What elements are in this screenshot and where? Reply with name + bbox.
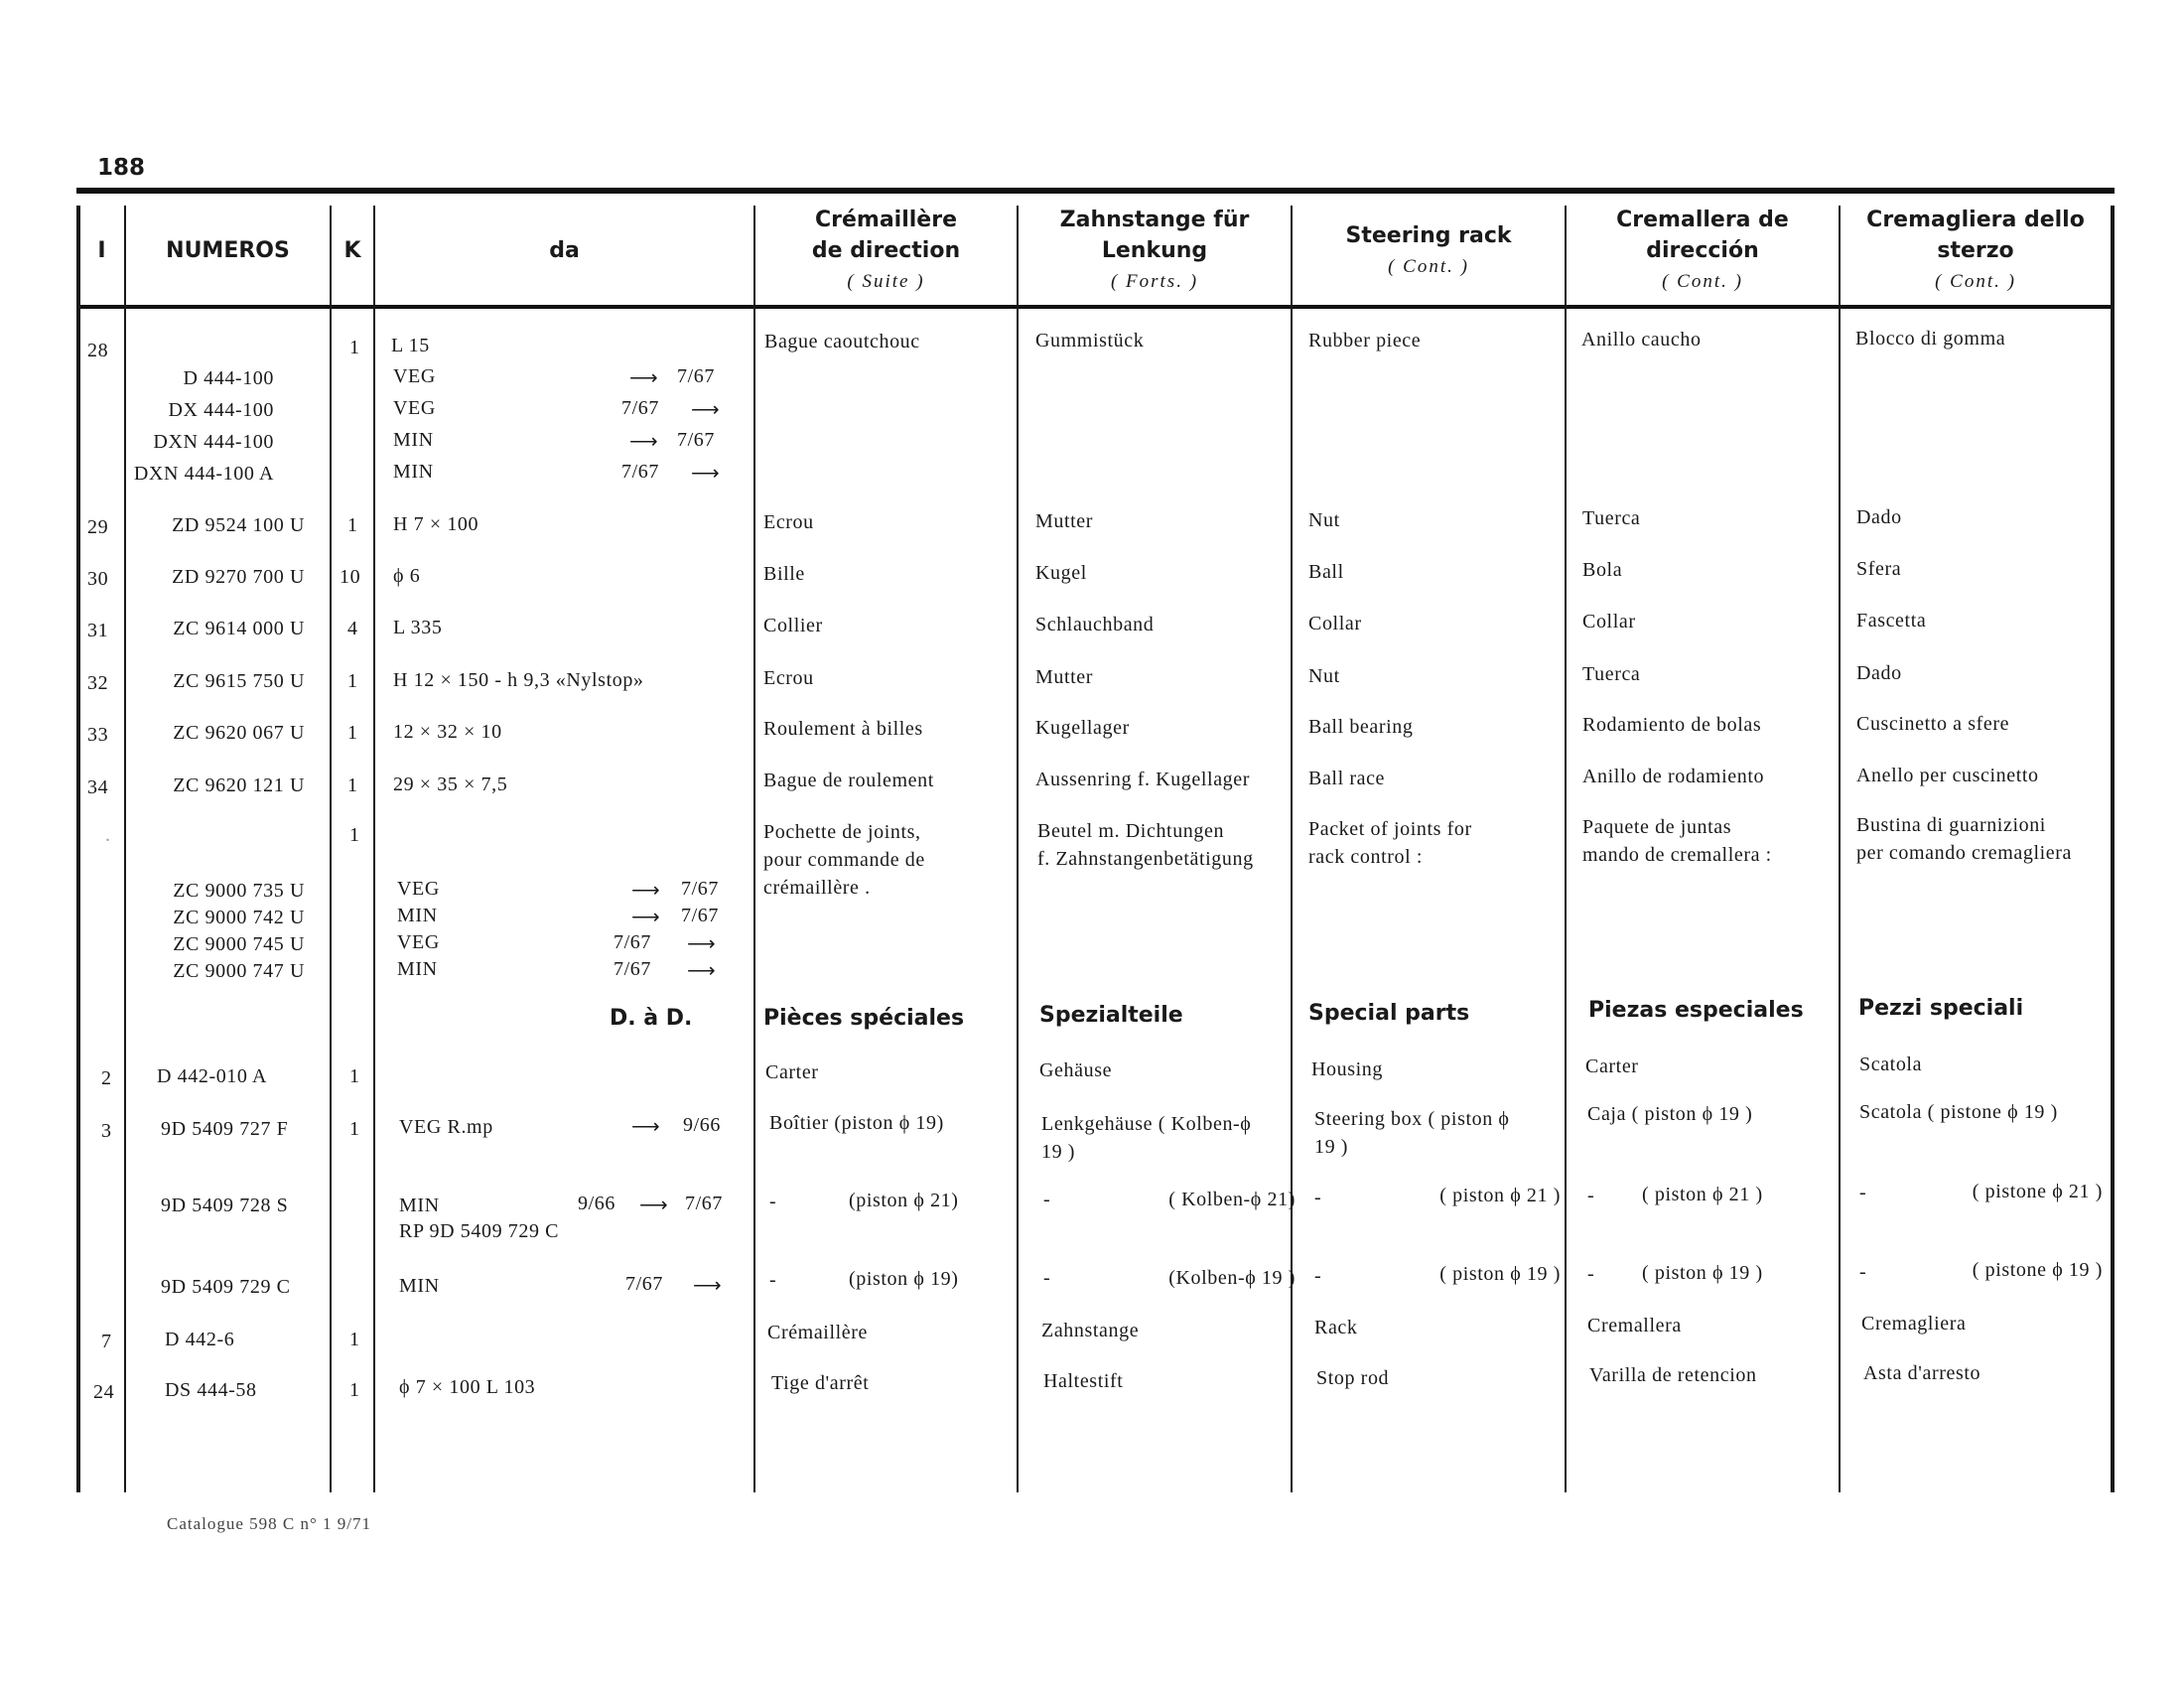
model: VEG <box>397 931 440 953</box>
desc-de: ( Kolben-ϕ 21) <box>1168 1189 1296 1210</box>
date-to: 7/67 <box>681 878 719 900</box>
date-to: 7/67 <box>681 905 719 926</box>
header-spanish: Cremallera de dirección ( Cont. ) <box>1616 208 1789 292</box>
desc-fr: Carter <box>765 1061 819 1083</box>
section-heading-en: Special parts <box>1308 1001 1470 1026</box>
desc-de: Zahnstange <box>1041 1320 1140 1341</box>
replacement: RP 9D 5409 729 C <box>399 1220 560 1242</box>
model: MIN <box>397 958 438 980</box>
header-bottom-rule <box>76 305 2115 309</box>
model: MIN <box>397 905 438 926</box>
desc-es: Tuerca <box>1582 663 1641 685</box>
spec: ϕ 6 <box>393 565 421 587</box>
desc-es: Tuerca <box>1582 507 1641 529</box>
arrow-icon: ⟶ <box>631 880 661 902</box>
desc-en: Rack <box>1314 1317 1358 1338</box>
catalog-footer: Catalogue 598 C n° 1 9/71 <box>167 1514 372 1533</box>
quantity: 1 <box>349 1329 360 1350</box>
part-number: DXN 444-100 <box>153 431 274 453</box>
spec: VEG R.mp <box>399 1116 493 1138</box>
date-to: 7/67 <box>677 365 715 387</box>
date-to: 7/67 <box>685 1193 723 1214</box>
quantity: 4 <box>347 618 358 639</box>
quantity: 1 <box>349 1065 360 1087</box>
desc-it: Fascetta <box>1856 610 1927 632</box>
spec: 29 × 35 × 7,5 <box>393 774 508 795</box>
header-german: Zahnstange für Lenkung ( Forts. ) <box>1059 208 1250 292</box>
desc-en: Steering box ( piston ϕ 19 ) <box>1314 1108 1510 1158</box>
row-index: . <box>105 824 111 846</box>
row-index: 30 <box>87 568 109 590</box>
arrow-icon: ⟶ <box>631 907 661 928</box>
row-index: 33 <box>87 724 109 746</box>
dash: - <box>1314 1187 1322 1208</box>
dash: - <box>1587 1263 1595 1285</box>
desc-fr: Boîtier (piston ϕ 19) <box>769 1112 944 1134</box>
section-label: D. à D. <box>610 1006 693 1031</box>
quantity: 1 <box>347 670 358 692</box>
desc-es: Cremallera <box>1587 1315 1682 1336</box>
desc-it: Cremagliera <box>1861 1313 1967 1335</box>
part-number: 9D 5409 729 C <box>161 1276 291 1298</box>
part-number: ZC 9000 735 U <box>173 880 305 902</box>
column-line <box>1839 206 1841 1492</box>
column-line <box>373 206 375 1492</box>
part-number: D 442-010 A <box>157 1065 268 1087</box>
dash: - <box>1043 1267 1051 1289</box>
desc-en: Ball <box>1308 561 1344 583</box>
part-number: ZC 9615 750 U <box>173 670 305 692</box>
spec: L 335 <box>393 617 443 638</box>
desc-de: Mutter <box>1035 666 1094 688</box>
desc-fr: Pochette de joints, pour commande de crémaillère . <box>763 821 925 899</box>
spec: H 7 × 100 <box>393 513 479 535</box>
dash: - <box>1043 1189 1051 1210</box>
model: MIN <box>399 1275 440 1297</box>
dash: - <box>1859 1261 1867 1283</box>
arrow-icon: ⟶ <box>629 367 659 389</box>
desc-it: Asta d'arresto <box>1863 1362 1981 1384</box>
model: VEG <box>397 878 440 900</box>
arrow-icon: ⟶ <box>629 431 659 453</box>
desc-fr: Ecrou <box>763 511 814 533</box>
desc-de: (Kolben-ϕ 19 ) <box>1168 1267 1296 1289</box>
desc-es: Rodamiento de bolas <box>1582 714 1762 736</box>
desc-de: Aussenring f. Kugellager <box>1035 769 1251 790</box>
date-to: 9/66 <box>683 1114 721 1136</box>
desc-es: Caja ( piston ϕ 19 ) <box>1587 1103 1753 1125</box>
row-index: 29 <box>87 516 109 538</box>
header-numeros: NUMEROS <box>166 238 290 263</box>
model: VEG <box>393 397 436 419</box>
date-from: 9/66 <box>578 1193 615 1214</box>
desc-fr: (piston ϕ 19) <box>849 1268 959 1290</box>
row-index: 34 <box>87 776 109 798</box>
part-number: ZC 9000 747 U <box>173 960 305 982</box>
desc-es: Carter <box>1585 1055 1639 1077</box>
desc-en: Nut <box>1308 509 1340 531</box>
arrow-icon: ⟶ <box>639 1195 669 1216</box>
quantity: 10 <box>340 566 361 588</box>
header-english: Steering rack ( Cont. ) <box>1345 222 1512 277</box>
spec: L 15 <box>391 335 430 356</box>
spec: ϕ 7 × 100 L 103 <box>399 1376 536 1398</box>
part-number: ZC 9000 745 U <box>173 933 305 955</box>
desc-de: Mutter <box>1035 510 1094 532</box>
desc-de: Schlauchband <box>1035 614 1155 635</box>
arrow-icon: ⟶ <box>691 463 721 485</box>
desc-it: Scatola ( pistone ϕ 19 ) <box>1859 1101 2058 1123</box>
desc-de: Kugellager <box>1035 717 1130 739</box>
desc-it: Dado <box>1856 506 1902 528</box>
desc-en: Packet of joints for rack control : <box>1308 818 1472 868</box>
desc-it: Dado <box>1856 662 1902 684</box>
part-number: ZC 9620 121 U <box>173 774 305 796</box>
quantity: 1 <box>349 824 360 846</box>
part-number: 9D 5409 728 S <box>161 1195 289 1216</box>
column-line <box>1017 206 1019 1492</box>
quantity: 1 <box>347 722 358 744</box>
part-number: DX 444-100 <box>168 399 274 421</box>
section-heading-de: Spezialteile <box>1039 1003 1183 1028</box>
desc-it: ( pistone ϕ 21 ) <box>1972 1181 2103 1202</box>
desc-de: Lenkgehäuse ( Kolben-ϕ 19 ) <box>1041 1113 1252 1163</box>
desc-es: ( piston ϕ 19 ) <box>1642 1262 1763 1284</box>
spec: H 12 × 150 - h 9,3 «Nylstop» <box>393 669 644 691</box>
desc-it: Anello per cuscinetto <box>1856 765 2039 786</box>
part-number: D 444-100 <box>183 367 274 389</box>
row-index: 7 <box>101 1331 112 1352</box>
desc-de: Haltestift <box>1043 1370 1124 1392</box>
desc-en: ( piston ϕ 19 ) <box>1439 1263 1561 1285</box>
arrow-icon: ⟶ <box>693 1275 723 1297</box>
column-line <box>2111 206 2115 1492</box>
part-number: 9D 5409 727 F <box>161 1118 289 1140</box>
model: MIN <box>393 461 434 483</box>
desc-it: Scatola <box>1859 1054 1923 1075</box>
part-number: ZD 9524 100 U <box>172 514 305 536</box>
desc-it: Sfera <box>1856 558 1902 580</box>
part-number: ZC 9614 000 U <box>173 618 305 639</box>
desc-fr: Bille <box>763 563 805 585</box>
date-to: 7/67 <box>677 429 715 451</box>
column-line <box>124 206 126 1492</box>
column-line <box>1565 206 1567 1492</box>
quantity: 1 <box>349 1118 360 1140</box>
column-line <box>1291 206 1293 1492</box>
quantity: 1 <box>349 337 360 358</box>
desc-en: Ball bearing <box>1308 716 1414 738</box>
part-number: ZD 9270 700 U <box>172 566 305 588</box>
desc-es: Bola <box>1582 559 1623 581</box>
model: MIN <box>399 1195 440 1216</box>
arrow-icon: ⟶ <box>687 933 717 955</box>
section-heading-it: Pezzi speciali <box>1858 996 2024 1021</box>
desc-it: Bustina di guarnizioni per comando cremagliera <box>1856 814 2073 864</box>
part-number: DS 444-58 <box>165 1379 257 1401</box>
model: MIN <box>393 429 434 451</box>
desc-fr: Bague de roulement <box>763 770 934 791</box>
desc-en: Rubber piece <box>1308 330 1422 352</box>
header-da: da <box>549 238 580 263</box>
part-number: DXN 444-100 A <box>133 463 274 485</box>
desc-de: Beutel m. Dichtungen f. Zahnstangenbetätigung <box>1037 820 1254 870</box>
part-number: ZC 9000 742 U <box>173 907 305 928</box>
desc-es: ( piston ϕ 21 ) <box>1642 1184 1763 1205</box>
row-index: 31 <box>87 620 109 641</box>
table-top-rule <box>76 188 2115 194</box>
desc-de: Gummistück <box>1035 330 1145 352</box>
dash: - <box>1587 1185 1595 1206</box>
desc-de: Kugel <box>1035 562 1087 584</box>
row-index: 28 <box>87 340 109 361</box>
desc-fr: Roulement à billes <box>763 718 923 740</box>
desc-it: Blocco di gomma <box>1855 328 2006 350</box>
dash: - <box>1859 1182 1867 1203</box>
arrow-icon: ⟶ <box>631 1116 661 1138</box>
quantity: 1 <box>349 1379 360 1401</box>
date-from: 7/67 <box>614 931 651 953</box>
row-index: 3 <box>101 1120 112 1142</box>
row-index: 32 <box>87 672 109 694</box>
quantity: 1 <box>347 774 358 796</box>
page-number: 188 <box>97 155 146 181</box>
desc-es: Anillo caucho <box>1581 329 1702 351</box>
dash: - <box>769 1269 777 1291</box>
header-italian: Cremagliera dello sterzo ( Cont. ) <box>1866 208 2085 292</box>
spec: 12 × 32 × 10 <box>393 721 502 743</box>
date-from: 7/67 <box>625 1273 663 1295</box>
desc-it: ( pistone ϕ 19 ) <box>1972 1259 2103 1281</box>
header-k: K <box>343 238 361 263</box>
desc-es: Collar <box>1582 611 1636 633</box>
column-line <box>76 206 80 1492</box>
desc-fr: Bague caoutchouc <box>764 331 920 352</box>
desc-fr: (piston ϕ 21) <box>849 1190 959 1211</box>
desc-en: Housing <box>1311 1058 1383 1080</box>
date-from: 7/67 <box>621 461 659 483</box>
desc-es: Anillo de rodamiento <box>1582 766 1765 787</box>
arrow-icon: ⟶ <box>691 399 721 421</box>
section-heading-fr: Pièces spéciales <box>763 1006 965 1031</box>
part-number: ZC 9620 067 U <box>173 722 305 744</box>
column-line <box>330 206 332 1492</box>
model: VEG <box>393 365 436 387</box>
desc-de: Gehäuse <box>1039 1059 1113 1081</box>
section-heading-es: Piezas especiales <box>1588 998 1804 1023</box>
arrow-icon: ⟶ <box>687 960 717 982</box>
dash: - <box>769 1191 777 1212</box>
desc-fr: Ecrou <box>763 667 814 689</box>
desc-fr: Tige d'arrêt <box>771 1372 870 1394</box>
row-index: 2 <box>101 1067 112 1089</box>
desc-en: Stop rod <box>1316 1367 1390 1389</box>
dash: - <box>1314 1265 1322 1287</box>
desc-en: ( piston ϕ 21 ) <box>1439 1185 1561 1206</box>
desc-fr: Crémaillère <box>767 1322 868 1343</box>
desc-fr: Collier <box>763 615 823 636</box>
desc-it: Cuscinetto a sfere <box>1856 713 2010 735</box>
desc-es: Varilla de retencion <box>1589 1364 1757 1386</box>
desc-en: Collar <box>1308 613 1362 634</box>
desc-en: Nut <box>1308 665 1340 687</box>
header-index: I <box>97 238 106 263</box>
date-from: 7/67 <box>614 958 651 980</box>
desc-es: Paquete de juntas mando de cremallera : <box>1582 816 1772 866</box>
desc-en: Ball race <box>1308 768 1386 789</box>
column-line <box>753 206 755 1492</box>
header-french: Crémaillère de direction ( Suite ) <box>811 208 961 292</box>
part-number: D 442-6 <box>165 1329 235 1350</box>
row-index: 24 <box>93 1381 115 1403</box>
date-from: 7/67 <box>621 397 659 419</box>
quantity: 1 <box>347 514 358 536</box>
